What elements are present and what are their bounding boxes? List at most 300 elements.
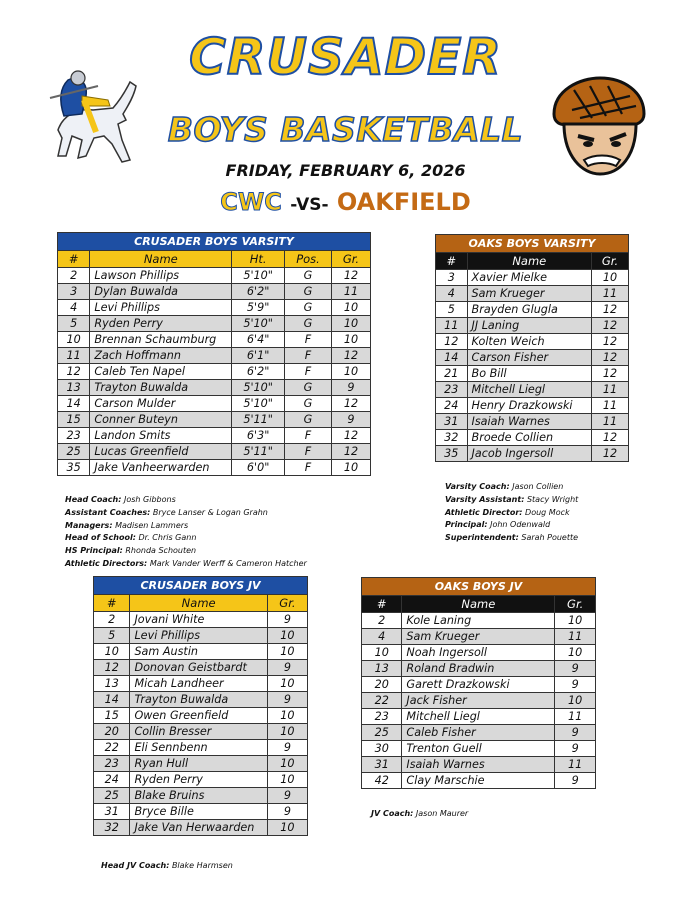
table-cell: 6'1": [232, 348, 285, 364]
table-cell: Sam Krueger: [467, 286, 591, 302]
table-row: [436, 446, 629, 462]
staff-value: Madisen Lammers: [115, 520, 189, 530]
table-row: [58, 348, 371, 364]
table-cell: 11: [592, 286, 629, 302]
table-cell: Xavier Mielke: [467, 270, 591, 286]
staff-label: Athletic Directors:: [65, 558, 148, 568]
staff-value: Blake Harmsen: [171, 861, 233, 870]
table-cell: 11: [555, 709, 596, 725]
table-cell: Collin Bresser: [130, 724, 267, 740]
table-cell: G: [285, 380, 332, 396]
column-header: #: [436, 253, 468, 270]
staff-line: [445, 507, 645, 520]
table-cell: F: [285, 364, 332, 380]
table-cell: G: [285, 316, 332, 332]
table-row: [362, 773, 596, 789]
crusader-jv-table: [93, 576, 308, 836]
table-cell: 42: [362, 773, 402, 789]
table-row: [94, 612, 308, 628]
page-title: CRUSADER: [189, 28, 502, 86]
table-cell: 10: [331, 364, 370, 380]
table-row: [436, 318, 629, 334]
table-cell: 31: [94, 804, 130, 820]
table-cell: 9: [555, 741, 596, 757]
staff-value: Josh Gibbons: [123, 495, 176, 504]
table-row: [58, 412, 371, 428]
oaks-acorn-logo-icon: [540, 70, 656, 180]
staff-value: Mark Vander Werff & Cameron Hatcher: [149, 558, 307, 568]
table-cell: 9: [267, 692, 307, 708]
table-cell: Broede Collien: [467, 430, 591, 446]
table-cell: Owen Greenfield: [130, 708, 267, 724]
table-cell: F: [285, 348, 332, 364]
table-cell: 11: [555, 629, 596, 645]
table-row: [58, 284, 371, 300]
table-cell: 25: [94, 788, 130, 804]
table-row: [436, 350, 629, 366]
table-row: [362, 757, 596, 773]
staff-line: [445, 532, 645, 545]
table-cell: Trayton Buwalda: [90, 380, 232, 396]
table-cell: 10: [331, 300, 370, 316]
table-cell: 10: [592, 270, 629, 286]
table-cell: 6'3": [232, 428, 285, 444]
away-team: OAKFIELD: [336, 188, 471, 216]
table-cell: G: [285, 284, 332, 300]
staff-value: Sarah Pouette: [521, 533, 579, 543]
table-cell: 10: [555, 693, 596, 709]
table-row: [436, 414, 629, 430]
table-cell: Mitchell Liegl: [402, 709, 555, 725]
staff-value: Jason Maurer: [415, 809, 469, 818]
table-cell: 10: [555, 645, 596, 661]
table-cell: 5'11": [232, 412, 285, 428]
table-cell: 11: [592, 398, 629, 414]
table-cell: 5'10": [232, 380, 285, 396]
table-cell: Mitchell Liegl: [467, 382, 591, 398]
table-row: [58, 444, 371, 460]
table-cell: 10: [267, 644, 307, 660]
table-cell: 12: [94, 660, 130, 676]
table-cell: 35: [436, 446, 468, 462]
staff-line: [65, 558, 395, 571]
table-cell: 12: [331, 428, 370, 444]
staff-label: Varsity Coach:: [445, 482, 510, 491]
table-cell: 9: [267, 740, 307, 756]
table-cell: 31: [436, 414, 468, 430]
crusader-varsity-rows: [58, 268, 371, 476]
table-cell: 9: [267, 660, 307, 676]
table-row: [94, 804, 308, 820]
staff-label: Principal:: [445, 520, 488, 530]
table-cell: 14: [436, 350, 468, 366]
table-row: [94, 772, 308, 788]
staff-line: [65, 507, 395, 520]
staff-value: Jason Collien: [512, 482, 564, 491]
column-header: Ht.: [232, 251, 285, 268]
table-cell: 3: [436, 270, 468, 286]
table-cell: Lawson Phillips: [90, 268, 232, 284]
column-header: #: [58, 251, 90, 268]
table-cell: 12: [58, 364, 90, 380]
table-row: [94, 692, 308, 708]
table-cell: 22: [94, 740, 130, 756]
table-title: OAKS BOYS VARSITY: [436, 235, 629, 253]
table-cell: 12: [331, 348, 370, 364]
table-cell: G: [285, 268, 332, 284]
table-cell: Trenton Guell: [402, 741, 555, 757]
table-row: [58, 268, 371, 284]
staff-line: [65, 494, 395, 507]
table-cell: 9: [555, 725, 596, 741]
table-cell: Eli Sennbenn: [130, 740, 267, 756]
table-cell: 10: [94, 644, 130, 660]
table-cell: 6'0": [232, 460, 285, 476]
table-cell: Ryden Perry: [90, 316, 232, 332]
table-cell: Landon Smits: [90, 428, 232, 444]
staff-value: John Odenwald: [490, 520, 551, 530]
table-cell: 11: [331, 284, 370, 300]
table-cell: 9: [555, 773, 596, 789]
table-cell: 12: [592, 366, 629, 382]
home-team: CWC: [220, 188, 282, 216]
staff-value: Doug Mock: [525, 507, 570, 517]
table-cell: Levi Phillips: [90, 300, 232, 316]
table-cell: Clay Marschie: [402, 773, 555, 789]
table-cell: 12: [592, 318, 629, 334]
table-cell: 25: [58, 444, 90, 460]
table-cell: Bo Bill: [467, 366, 591, 382]
table-cell: G: [285, 300, 332, 316]
table-row: [362, 677, 596, 693]
table-row: [58, 300, 371, 316]
table-cell: 20: [362, 677, 402, 693]
table-cell: Lucas Greenfield: [90, 444, 232, 460]
table-cell: G: [285, 412, 332, 428]
table-cell: 12: [331, 268, 370, 284]
table-row: [436, 302, 629, 318]
table-cell: Jacob Ingersoll: [467, 446, 591, 462]
table-cell: 11: [436, 318, 468, 334]
table-cell: Sam Austin: [130, 644, 267, 660]
table-row: [94, 676, 308, 692]
table-cell: Jake Van Herwaarden: [130, 820, 267, 836]
staff-label: Assistant Coaches:: [65, 507, 151, 517]
table-cell: 9: [267, 804, 307, 820]
table-cell: Roland Bradwin: [402, 661, 555, 677]
table-cell: 12: [331, 396, 370, 412]
table-cell: 10: [267, 676, 307, 692]
crusader-jv-rows: [94, 612, 308, 836]
crusader-varsity-table: [57, 232, 371, 476]
table-row: [94, 660, 308, 676]
table-cell: 10: [555, 613, 596, 629]
table-cell: 23: [362, 709, 402, 725]
staff-value: Stacy Wright: [526, 494, 579, 504]
table-cell: 23: [436, 382, 468, 398]
table-cell: 10: [267, 820, 307, 836]
oaks-varsity-table: [435, 234, 629, 462]
table-cell: 12: [592, 446, 629, 462]
table-cell: Kole Laning: [402, 613, 555, 629]
table-cell: Brayden Glugla: [467, 302, 591, 318]
column-header: Name: [130, 595, 267, 612]
table-cell: 5: [94, 628, 130, 644]
column-header: Name: [90, 251, 232, 268]
table-cell: Jovani White: [130, 612, 267, 628]
column-header: Name: [467, 253, 591, 270]
table-cell: 5: [58, 316, 90, 332]
table-cell: Donovan Geistbardt: [130, 660, 267, 676]
table-row: [58, 316, 371, 332]
table-cell: Carson Mulder: [90, 396, 232, 412]
table-cell: 4: [362, 629, 402, 645]
oaks-jv-rows: [362, 613, 596, 789]
table-cell: Caleb Fisher: [402, 725, 555, 741]
table-cell: 13: [58, 380, 90, 396]
table-cell: 24: [94, 772, 130, 788]
table-cell: 10: [267, 724, 307, 740]
table-cell: F: [285, 444, 332, 460]
table-row: [94, 628, 308, 644]
staff-label: Head JV Coach:: [101, 861, 170, 870]
table-row: [362, 725, 596, 741]
table-cell: 5'11": [232, 444, 285, 460]
table-cell: 9: [267, 788, 307, 804]
table-title: CRUSADER BOYS JV: [94, 577, 308, 595]
table-cell: 12: [592, 350, 629, 366]
table-cell: 6'2": [232, 364, 285, 380]
page-subtitle: BOYS BASKETBALL: [167, 110, 524, 149]
table-row: [362, 661, 596, 677]
table-cell: Jake Vanheerwarden: [90, 460, 232, 476]
table-row: [362, 693, 596, 709]
table-cell: 10: [331, 316, 370, 332]
game-date: FRIDAY, FEBRUARY 6, 2026: [225, 161, 466, 180]
table-cell: Sam Krueger: [402, 629, 555, 645]
table-cell: 14: [94, 692, 130, 708]
table-cell: 23: [58, 428, 90, 444]
table-row: [436, 366, 629, 382]
table-row: [362, 741, 596, 757]
table-cell: JJ Laning: [467, 318, 591, 334]
column-header: Gr.: [555, 596, 596, 613]
table-cell: 15: [58, 412, 90, 428]
table-cell: 23: [94, 756, 130, 772]
staff-label: Superintendent:: [445, 533, 519, 543]
table-cell: 12: [331, 444, 370, 460]
crusader-knight-logo-icon: [38, 60, 150, 172]
table-cell: 5'10": [232, 316, 285, 332]
table-cell: 10: [267, 708, 307, 724]
crusader-staff-list: [65, 494, 395, 571]
table-cell: 12: [592, 302, 629, 318]
table-cell: Trayton Buwalda: [130, 692, 267, 708]
table-cell: Conner Buteyn: [90, 412, 232, 428]
table-row: [362, 613, 596, 629]
table-cell: 3: [58, 284, 90, 300]
table-cell: 13: [362, 661, 402, 677]
table-cell: 20: [94, 724, 130, 740]
table-cell: 2: [362, 613, 402, 629]
staff-line: [445, 481, 645, 494]
table-cell: Jack Fisher: [402, 693, 555, 709]
table-cell: 24: [436, 398, 468, 414]
table-cell: 15: [94, 708, 130, 724]
staff-line: [65, 545, 395, 558]
table-row: [436, 382, 629, 398]
matchup: [0, 188, 691, 216]
table-cell: 6'4": [232, 332, 285, 348]
table-cell: F: [285, 332, 332, 348]
crusader-jv-coach: [101, 860, 233, 873]
staff-label: Head of School:: [65, 533, 136, 543]
table-row: [362, 709, 596, 725]
oaks-staff-list: [445, 481, 645, 545]
table-row: [436, 398, 629, 414]
table-cell: 10: [267, 756, 307, 772]
table-cell: 22: [362, 693, 402, 709]
column-header: Gr.: [592, 253, 629, 270]
table-cell: Zach Hoffmann: [90, 348, 232, 364]
table-cell: 2: [94, 612, 130, 628]
table-cell: Isaiah Warnes: [467, 414, 591, 430]
column-header: Gr.: [267, 595, 307, 612]
oaks-varsity-rows: [436, 270, 629, 462]
table-title: CRUSADER BOYS VARSITY: [58, 233, 371, 251]
table-cell: G: [285, 396, 332, 412]
table-row: [94, 708, 308, 724]
column-header: Pos.: [285, 251, 332, 268]
table-cell: 5'10": [232, 396, 285, 412]
staff-value: Rhonda Schouten: [125, 546, 197, 556]
table-row: [94, 756, 308, 772]
table-row: [436, 286, 629, 302]
table-cell: 11: [592, 414, 629, 430]
staff-label: HS Principal:: [65, 546, 123, 556]
table-cell: 13: [94, 676, 130, 692]
table-row: [58, 428, 371, 444]
table-cell: F: [285, 428, 332, 444]
table-cell: 11: [58, 348, 90, 364]
table-cell: Ryden Perry: [130, 772, 267, 788]
table-row: [94, 820, 308, 836]
table-cell: 10: [267, 628, 307, 644]
table-cell: 10: [267, 772, 307, 788]
column-header: #: [94, 595, 130, 612]
table-cell: 9: [331, 380, 370, 396]
table-cell: 10: [58, 332, 90, 348]
table-cell: 9: [555, 677, 596, 693]
table-cell: Levi Phillips: [130, 628, 267, 644]
table-cell: Blake Bruins: [130, 788, 267, 804]
staff-line: [445, 494, 645, 507]
table-cell: 4: [58, 300, 90, 316]
table-row: [436, 334, 629, 350]
table-row: [58, 364, 371, 380]
table-cell: Dylan Buwalda: [90, 284, 232, 300]
staff-label: JV Coach:: [371, 809, 414, 818]
table-cell: 5'9": [232, 300, 285, 316]
column-header: Gr.: [331, 251, 370, 268]
staff-label: Head Coach:: [65, 495, 122, 504]
table-cell: 10: [362, 645, 402, 661]
table-title: OAKS BOYS JV: [362, 578, 596, 596]
table-cell: Caleb Ten Napel: [90, 364, 232, 380]
table-row: [94, 644, 308, 660]
table-row: [58, 380, 371, 396]
table-row: [362, 645, 596, 661]
staff-label: Managers:: [65, 520, 113, 530]
table-cell: 5'10": [232, 268, 285, 284]
table-row: [436, 430, 629, 446]
staff-label: Varsity Assistant:: [445, 494, 525, 504]
table-row: [436, 270, 629, 286]
table-cell: 14: [58, 396, 90, 412]
table-cell: 9: [331, 412, 370, 428]
staff-value: Dr. Chris Gann: [138, 533, 197, 543]
table-cell: 9: [267, 612, 307, 628]
table-cell: 12: [592, 334, 629, 350]
table-cell: 11: [592, 382, 629, 398]
table-cell: Isaiah Warnes: [402, 757, 555, 773]
table-cell: 30: [362, 741, 402, 757]
column-header: #: [362, 596, 402, 613]
table-cell: F: [285, 460, 332, 476]
table-cell: Bryce Bille: [130, 804, 267, 820]
table-cell: 32: [94, 820, 130, 836]
table-cell: 31: [362, 757, 402, 773]
staff-value: Bryce Lanser & Logan Grahn: [152, 507, 268, 517]
staff-label: Athletic Director:: [445, 507, 523, 517]
oaks-jv-table: [361, 577, 596, 789]
table-cell: 21: [436, 366, 468, 382]
table-row: [94, 740, 308, 756]
table-row: [58, 396, 371, 412]
table-cell: Kolten Weich: [467, 334, 591, 350]
table-cell: 4: [436, 286, 468, 302]
staff-line: [445, 519, 645, 532]
table-cell: Ryan Hull: [130, 756, 267, 772]
table-cell: 6'2": [232, 284, 285, 300]
table-cell: 12: [436, 334, 468, 350]
table-row: [94, 788, 308, 804]
table-cell: Micah Landheer: [130, 676, 267, 692]
table-cell: Henry Drazkowski: [467, 398, 591, 414]
table-cell: 11: [555, 757, 596, 773]
table-cell: 2: [58, 268, 90, 284]
table-cell: Carson Fisher: [467, 350, 591, 366]
table-cell: 35: [58, 460, 90, 476]
table-row: [58, 460, 371, 476]
table-cell: 10: [331, 332, 370, 348]
staff-line: [65, 532, 395, 545]
table-row: [58, 332, 371, 348]
staff-line: [65, 520, 395, 533]
table-cell: Garett Drazkowski: [402, 677, 555, 693]
column-header: Name: [402, 596, 555, 613]
versus-label: -VS-: [290, 195, 329, 215]
table-cell: 10: [331, 460, 370, 476]
table-cell: 32: [436, 430, 468, 446]
table-cell: 25: [362, 725, 402, 741]
table-row: [94, 724, 308, 740]
table-cell: 12: [592, 430, 629, 446]
table-cell: Brennan Schaumburg: [90, 332, 232, 348]
table-row: [362, 629, 596, 645]
table-cell: 9: [555, 661, 596, 677]
table-cell: Noah Ingersoll: [402, 645, 555, 661]
